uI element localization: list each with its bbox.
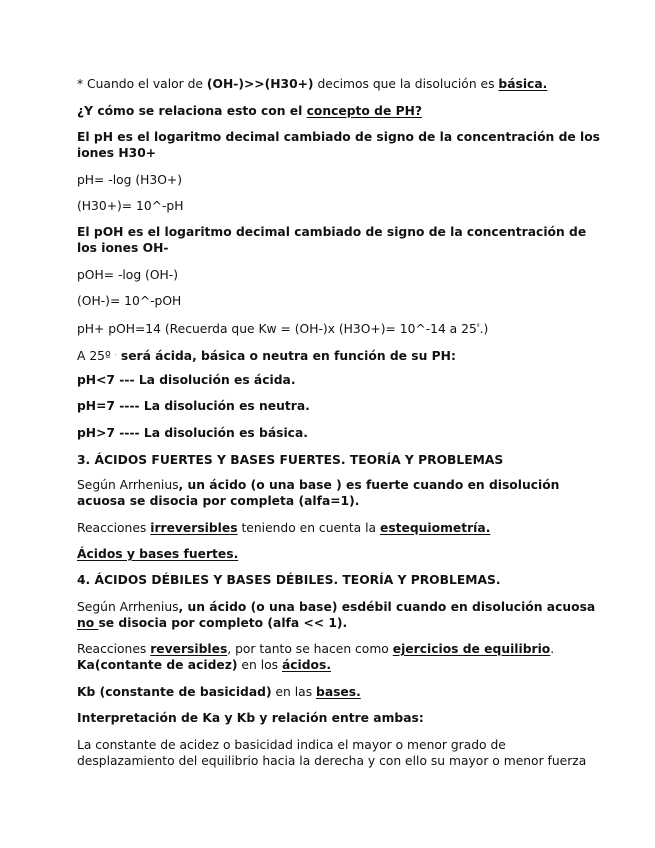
paragraph-kb: Kb (constante de basicidad) en las bases. bbox=[77, 685, 361, 699]
formula-h3o: (H30+)= 10^-pH bbox=[77, 199, 184, 213]
heading-ka-kb: Interpretación de Ka y Kb y relación entre ambas: bbox=[77, 711, 424, 725]
formula-kw: pH+ pOH=14 (Recuerda que Kw = (OH-)x (H3O+)= 10^-14 a $25^º$.) bbox=[77, 322, 489, 337]
link-strong-acids-bases[interactable]: Ácidos y bases fuertes. bbox=[77, 547, 239, 561]
rule-neutral: pH=7 ---- La disolución es neutra. bbox=[77, 399, 310, 413]
paragraph-ph-classification: A 25º . será ácida, básica o neutra en función de su PH: bbox=[77, 349, 456, 364]
paragraph-arrhenius-weak: Según Arrhenius, un ácido (o una base) esdébil cuando en disolución acuosa no se disocia por completo (alfa << 1). bbox=[77, 600, 596, 630]
rule-acidic: pH<7 --- La disolución es ácida. bbox=[77, 373, 296, 387]
paragraph-basic-condition: * Cuando el valor de (OH-)>>(H30+) decimos que la disolución es básica. bbox=[77, 77, 548, 91]
paragraph-reversible: Reacciones reversibles, por tanto se hacen como ejercicios de equilibrio. Ka(contante de acidez) en los ácidos. bbox=[77, 642, 555, 672]
formula-ph: pH= -log (H3O+) bbox=[77, 173, 183, 187]
formula-oh: (OH-)= 10^-pOH bbox=[77, 294, 182, 308]
paragraph-poh-definition: El pOH es el logaritmo decimal cambiado de signo de la concentración de los iones OH- bbox=[77, 225, 587, 255]
paragraph-ph-definition: El pH es el logaritmo decimal cambiado de signo de la concentración de los iones H30+ bbox=[77, 130, 600, 160]
section-heading-strong: 3. ÁCIDOS FUERTES Y BASES FUERTES. TEORÍA Y PROBLEMAS bbox=[77, 453, 504, 467]
paragraph-arrhenius-strong: Según Arrhenius, un ácido (o una base ) es fuerte cuando en disolución acuosa se disocia por completa (alfa=1). bbox=[77, 478, 560, 508]
formula-poh: pOH= -log (OH-) bbox=[77, 268, 178, 282]
paragraph-ph-question: ¿Y cómo se relaciona esto con el concepto de PH? bbox=[77, 104, 423, 118]
rule-basic: pH>7 ---- La disolución es básica. bbox=[77, 426, 308, 440]
section-heading-weak: 4. ÁCIDOS DÉBILES Y BASES DÉBILES. TEORÍA Y PROBLEMAS. bbox=[77, 573, 501, 587]
paragraph-acidity-constant: La constante de acidez o basicidad indica el mayor o menor grado de desplazamiento del equilibrio hacia la derecha y con ello su mayor o menor fuerza bbox=[77, 738, 587, 768]
paragraph-irreversible: Reacciones irreversibles teniendo en cuenta la estequiometría. bbox=[77, 521, 491, 535]
